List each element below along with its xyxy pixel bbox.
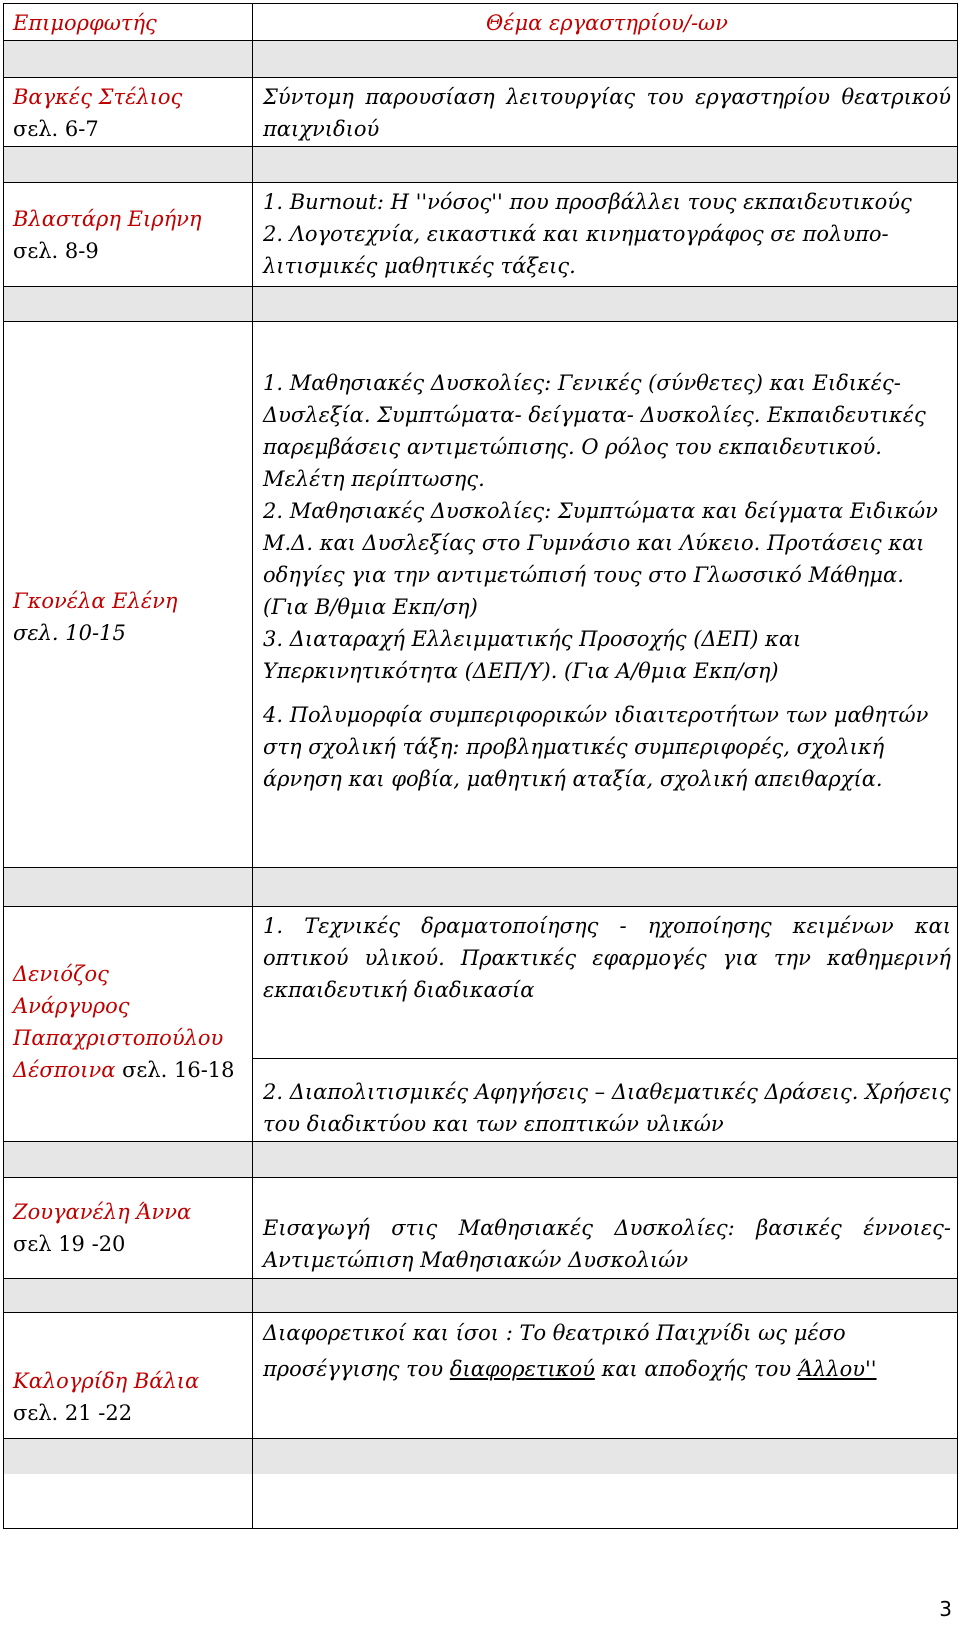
topic-text: 1. Μαθησιακές Δυσκολίες: Γενικές (σύνθετες) και Ειδικές-Δυσλεξία. Συμπτώματα- δείγματα- Δυσκολίες. Εκπαιδευτικές παρεμβάσεις αντιμετώπισης. Ο ρόλος του εκπαιδευτικού. Μελέτη περίπτωσης.: [263, 371, 926, 491]
workshop-table: [3, 3, 958, 1529]
trainer-pages: σελ 19 -20: [13, 1232, 126, 1256]
topic-cell: [263, 81, 951, 145]
topic-text: 2. Λογοτεχνία, εικαστικά και κινηματογράφος σε πολυπο-λιτισμικές μαθητικές τάξεις.: [263, 222, 889, 278]
topic-cell: [263, 1315, 951, 1387]
topic-text: Εισαγωγή στις Μαθησιακές Δυσκολίες: βασικές έννοιες-Αντιμετώπιση Μαθησιακών Δυσκολιών: [263, 1216, 951, 1272]
topic-text: (Για Β/θμια Εκπ/ση): [263, 595, 478, 619]
trainer-cell: [13, 1196, 245, 1260]
topic-text: και αποδοχής του: [601, 1357, 792, 1381]
trainer-cell: [13, 1365, 245, 1429]
trainer-name: Καλογρίδη Βάλια: [13, 1369, 200, 1393]
topic-cell: [263, 186, 951, 282]
topic-text: Σύντομη παρουσίαση λειτουργίας του εργαστηρίου θεατρικού παιχνιδιού: [263, 85, 951, 141]
topic-text: Διαφορετικοί και ίσοι : Το θεατρικό Παιχνίδι ως μέσο: [263, 1321, 846, 1345]
trainer-name: Ανάργυρος: [13, 994, 130, 1018]
header-topic: Θέμα εργαστηρίου/-ων: [486, 11, 728, 35]
topic-cell: [263, 1212, 951, 1276]
topic-text: 1. Burnout: Η ''νόσος'' που προσβάλλει τους εκπαιδευτικούς: [263, 190, 912, 214]
trainer-pages: σελ. 10-15: [13, 621, 126, 645]
topic-text: διαφορετικού: [449, 1357, 595, 1381]
trainer-name: Βλαστάρη Ειρήνη: [13, 207, 202, 231]
topic-cell: [263, 1076, 951, 1140]
trainer-pages: σελ. 6-7: [13, 117, 99, 141]
trainer-name: Γκονέλα Ελένη: [13, 589, 178, 613]
trainer-cell: [13, 585, 245, 649]
topic-text: 4. Πολυμορφία συμπεριφορικών ιδιαιτεροτήτων των μαθητών στη σχολική τάξη: προβληματικές συμπεριφορές, σχολική άρνηση και φοβία, μαθητική αταξία, σχολική απειθαρχία.: [263, 703, 929, 791]
trainer-name: Βαγκές Στέλιος: [13, 85, 183, 109]
header-trainer: Επιμορφωτής: [13, 11, 157, 35]
topic-text: 2. Μαθησιακές Δυσκολίες: Συμπτώματα και δείγματα Ειδικών Μ.Δ. και Δυσλεξίας στο Γυμνάσιο και Λύκειο. Προτάσεις και οδηγίες για την αντιμετώπισή τους στο Γλωσσικό Μάθημα.: [263, 499, 938, 587]
trainer-cell: [13, 203, 245, 267]
trainer-cell: [13, 81, 245, 145]
trainer-pages: σελ. 16-18: [122, 1058, 235, 1082]
trainer-pages: σελ. 8-9: [13, 239, 99, 263]
topic-text: 1. Τεχνικές δραματοποίησης - ηχοποίησης κειμένων και οπτικού υλικού. Πρακτικές εφαρμογές για την καθημερινή εκπαιδευτική διαδικασία: [263, 914, 951, 1002]
trainer-name: Παπαχριστοπούλου: [13, 1026, 224, 1050]
trainer-name: Δέσποινα: [13, 1058, 116, 1082]
topic-cell: [263, 910, 951, 1006]
topic-cell: [263, 367, 951, 795]
trainer-name: Δενιόζος: [13, 962, 109, 986]
trainer-pages: σελ. 21 -22: [13, 1401, 133, 1425]
topic-text: Άλλου'': [797, 1357, 877, 1381]
trainer-cell: [13, 958, 245, 1086]
topic-text: 3. Διαταραχή Ελλειμματικής Προσοχής (ΔΕΠ) και Υπερκινητικότητα (ΔΕΠ/Υ). (Για Α/θμια Εκπ/ση): [263, 627, 802, 683]
trainer-name: Ζουγανέλη Άννα: [13, 1200, 192, 1224]
page-number: 3: [939, 1597, 952, 1621]
topic-text: 2. Διαπολιτισμικές Αφηγήσεις – Διαθεματικές Δράσεις. Χρήσεις του διαδικτύου και των εποπτικών υλικών: [263, 1080, 951, 1136]
topic-text: προσέγγισης του: [263, 1357, 444, 1381]
